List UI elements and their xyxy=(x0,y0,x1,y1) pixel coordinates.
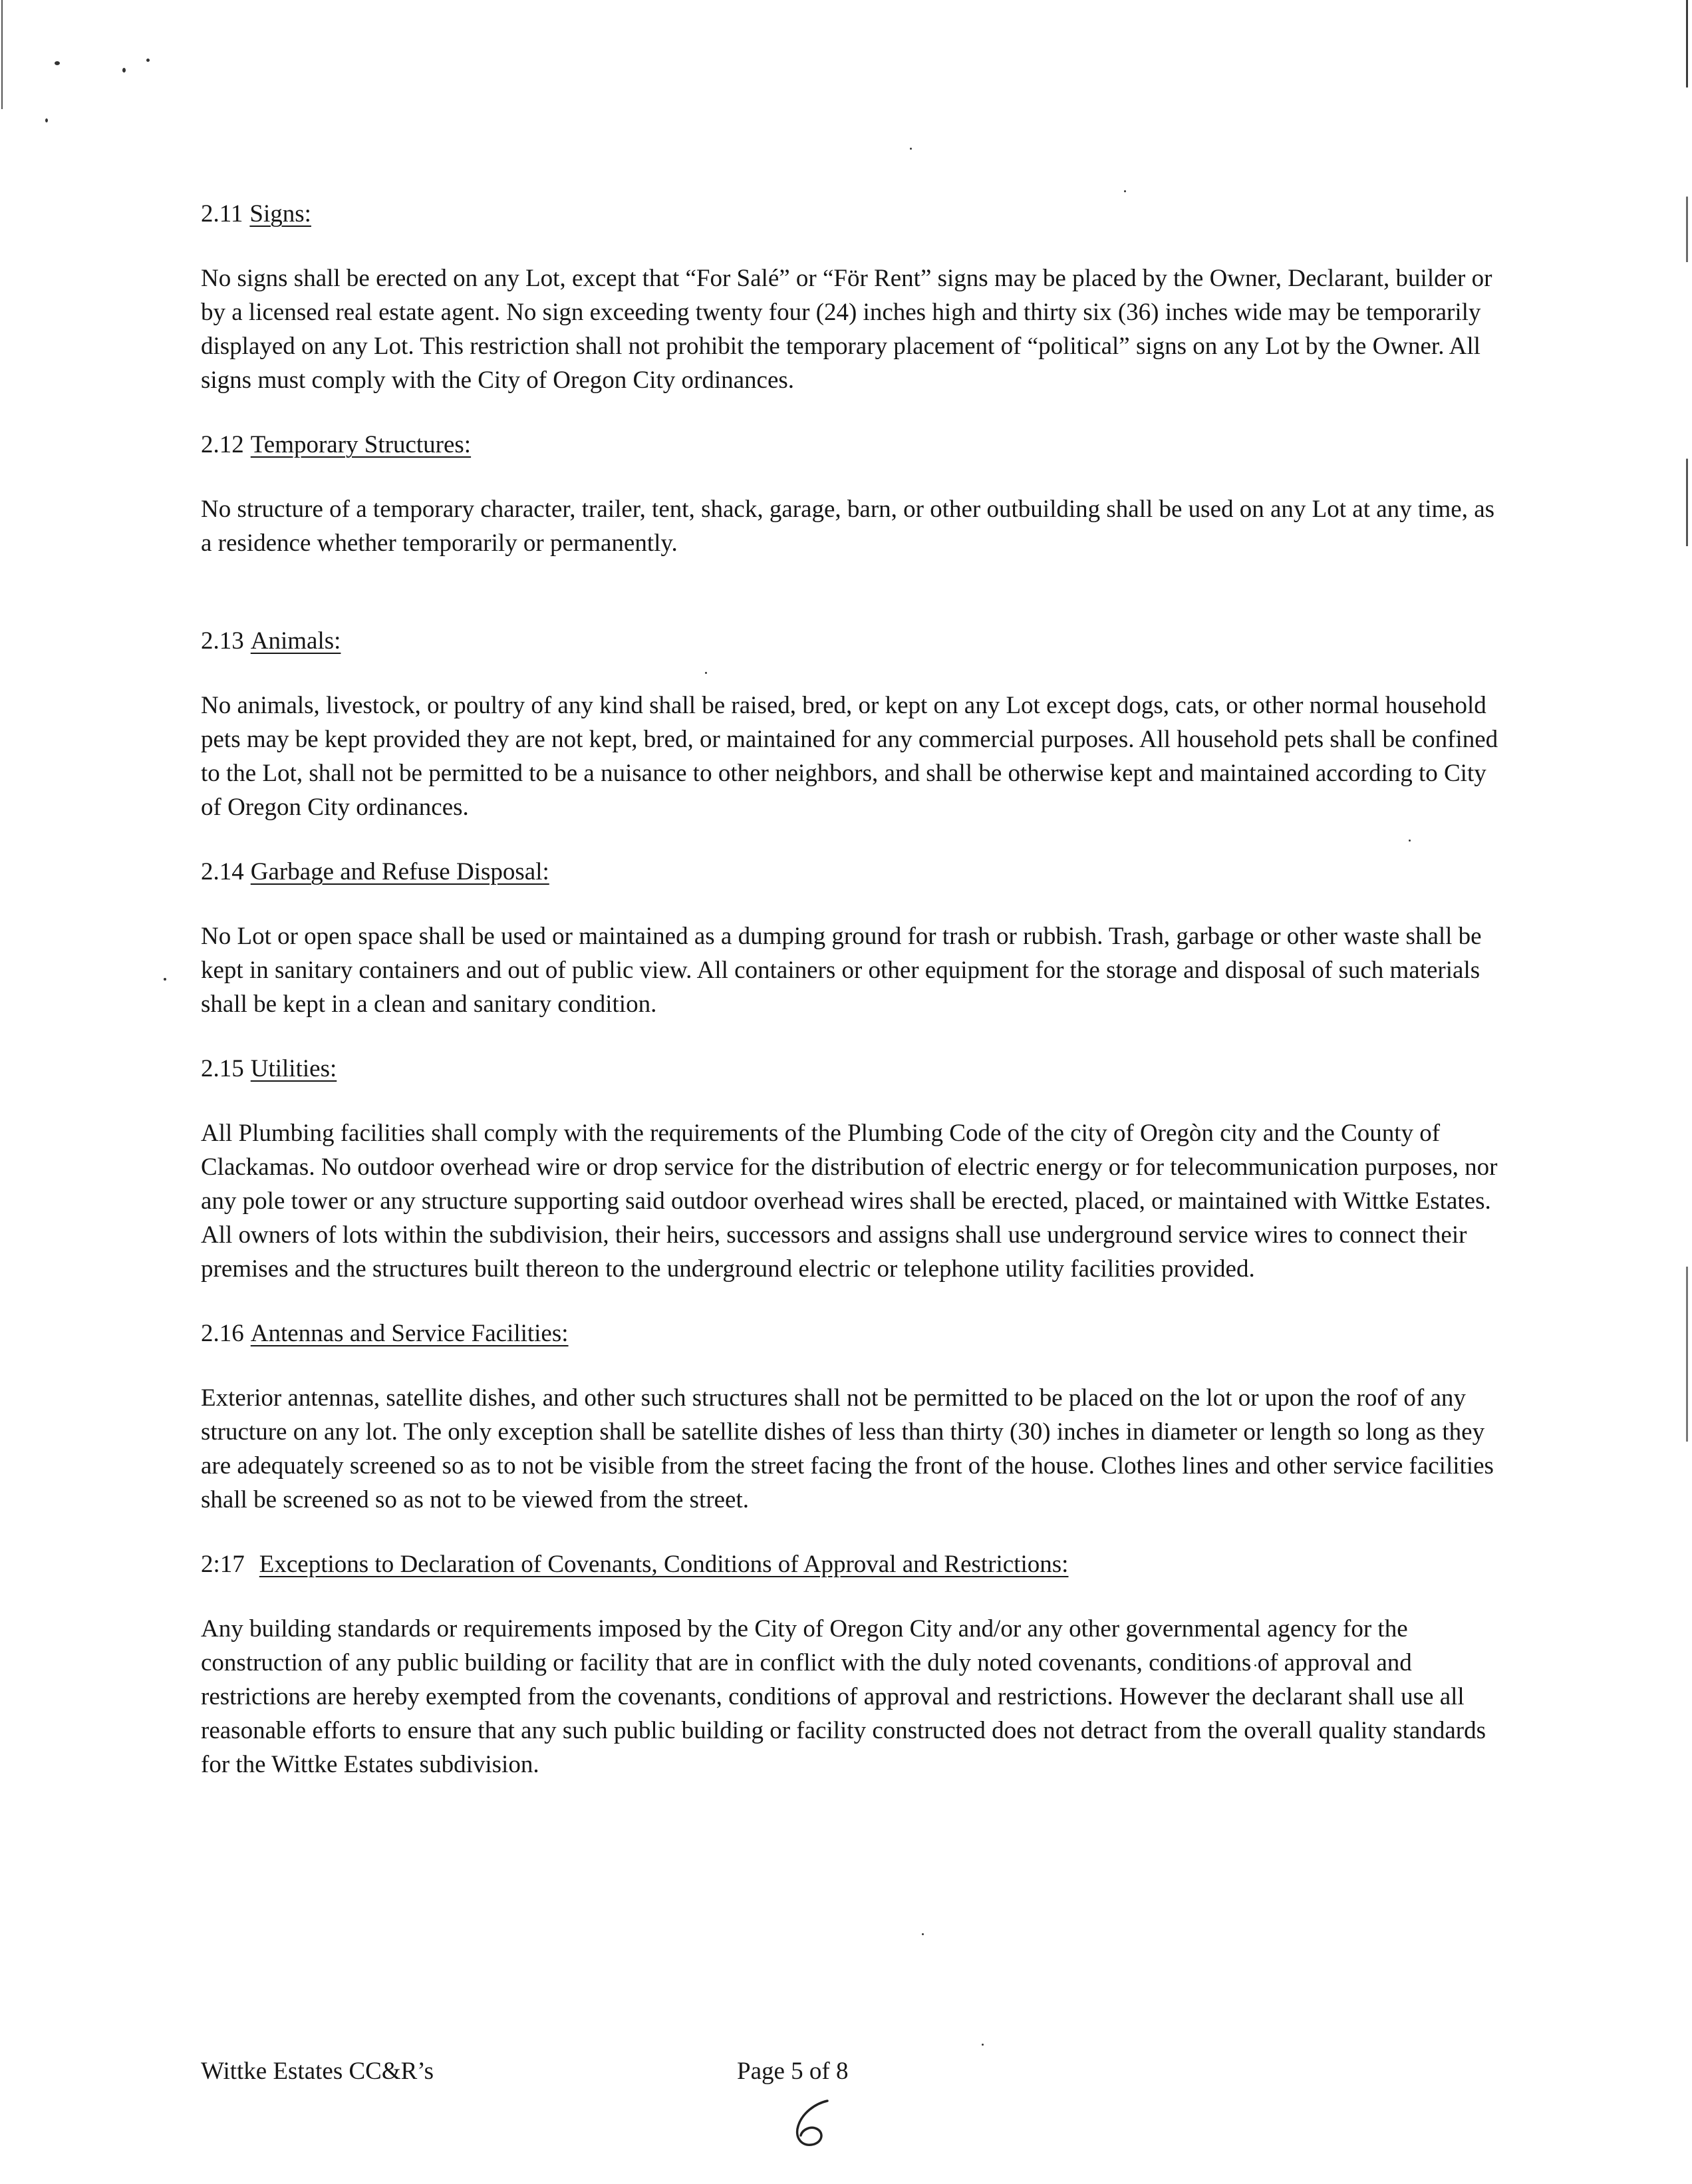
section-text: Exterior antennas, satellite dishes, and other such structures shall not be permitted to be placed on the lot or upon the roof of any structure on any lot. The only exception shall be satellite dishes of less than thirty (30) inches in diameter or length so long as they are adequately screened so as to not be visible from the street facing the front of the house. Clothes lines and other service facilities shall be screened so as not to be viewed from the street. xyxy=(201,1384,1494,1513)
section-title: Garbage and Refuse Disposal: xyxy=(250,858,549,885)
section-number: 2.14 xyxy=(201,858,244,885)
section-number: 2.12 xyxy=(201,431,244,458)
section-title: Utilities: xyxy=(250,1055,337,1082)
section-2-12 xyxy=(201,428,1504,560)
section-2-17 xyxy=(201,1547,1504,1782)
section-text: No animals, livestock, or poultry of any kind shall be raised, bred, or kept on any Lot except dogs, cats, or other normal household pets may be kept provided they are not kept, bred, or maintained for any commercial purposes. All household pets shall be confined to the Lot, shall not be permitted to be a nuisance to other neighbors, and shall be otherwise kept and maintained according to City of Oregon City ordinances. xyxy=(201,692,1498,821)
scan-speck xyxy=(122,68,126,73)
section-heading xyxy=(201,1052,1504,1086)
section-title: Antennas and Service Facilities: xyxy=(250,1320,569,1347)
section-2-13 xyxy=(201,624,1504,824)
section-heading xyxy=(201,428,1504,462)
handwritten-six-stroke xyxy=(797,2101,827,2145)
section-title: Exceptions to Declaration of Covenants, Conditions of Approval and Restrictions: xyxy=(259,1551,1069,1578)
footer-document-name: Wittke Estates CC&R’s xyxy=(201,2058,434,2085)
section-text: No Lot or open space shall be used or maintained as a dumping ground for trash or rubbish. Trash, garbage or other waste shall be kept in sanitary containers and out of public view. All containers or other equipment for the storage and disposal of such materials shall be kept in a clean and sanitary condition. xyxy=(201,923,1482,1018)
section-2-11 xyxy=(201,197,1504,397)
section-text: No structure of a temporary character, trailer, tent, shack, garage, barn, or other outbuilding shall be used on any Lot at any time, as a residence whether temporarily or permanently. xyxy=(201,496,1495,557)
section-text: Any building standards or requirements imposed by the City of Oregon City and/or any other governmental agency for the construction of any public building or facility that are in conflict with the duly noted covenants, conditions of approval and restrictions are hereby exempted from the covenants, conditions of approval and restrictions. However the declarant shall use all reasonable efforts to ensure that any such public building or facility constructed does not detract from the overall quality standards for the Wittke Estates subdivision. xyxy=(201,1615,1486,1778)
section-title: Temporary Structures: xyxy=(250,431,472,458)
section-number: 2.16 xyxy=(201,1320,244,1347)
scan-speck xyxy=(910,148,912,150)
section-number: 2:17 xyxy=(201,1551,245,1578)
scan-speck xyxy=(1124,190,1126,192)
section-number: 2.15 xyxy=(201,1055,244,1082)
footer-page-number: Page 5 of 8 xyxy=(737,2058,849,2085)
document-body xyxy=(201,197,1504,1782)
section-heading xyxy=(201,1547,1504,1581)
section-number: 2.11 xyxy=(201,200,243,228)
section-number: 2.13 xyxy=(201,627,244,655)
section-2-15 xyxy=(201,1052,1504,1286)
scan-speck xyxy=(922,1933,924,1935)
section-2-14 xyxy=(201,855,1504,1021)
scan-speck xyxy=(45,118,48,122)
handwritten-page-mark xyxy=(786,2097,839,2150)
section-heading xyxy=(201,624,1504,658)
section-heading xyxy=(201,197,1504,231)
section-2-16 xyxy=(201,1317,1504,1517)
scan-speck xyxy=(55,61,60,65)
scan-speck xyxy=(982,2044,984,2046)
section-title: Animals: xyxy=(250,627,341,655)
section-text: No signs shall be erected on any Lot, except that “For Salé” or “För Rent” signs may be placed by the Owner, Declarant, builder or by a licensed real estate agent. No sign exceeding twenty four (24) inches high and thirty six (36) inches wide may be temporarily displayed on any Lot. This restriction shall not prohibit the temporary placement of “political” signs on any Lot by the Owner. All signs must comply with the City of Oregon City ordinances. xyxy=(201,265,1492,394)
section-text: All Plumbing facilities shall comply with the requirements of the Plumbing Code of the city of Oregòn city and the County of Clackamas. No outdoor overhead wire or drop service for the distribution of electric energy or for telecommunication purposes, nor any pole tower or any structure supporting said outdoor overhead wires shall be erected, placed, or maintained with Wittke Estates. All owners of lots within the subdivision, their heirs, successors and assigns shall use underground service wires to connect their premises and the structures built thereon to the underground electric or telephone utility facilities provided. xyxy=(201,1120,1498,1283)
scan-edge-left xyxy=(1,0,3,2184)
section-heading xyxy=(201,855,1504,889)
scan-speck xyxy=(164,978,166,981)
scan-speck xyxy=(146,59,150,62)
section-heading xyxy=(201,1317,1504,1350)
scan-edge-right xyxy=(1686,0,1688,2184)
section-title: Signs: xyxy=(249,200,311,228)
